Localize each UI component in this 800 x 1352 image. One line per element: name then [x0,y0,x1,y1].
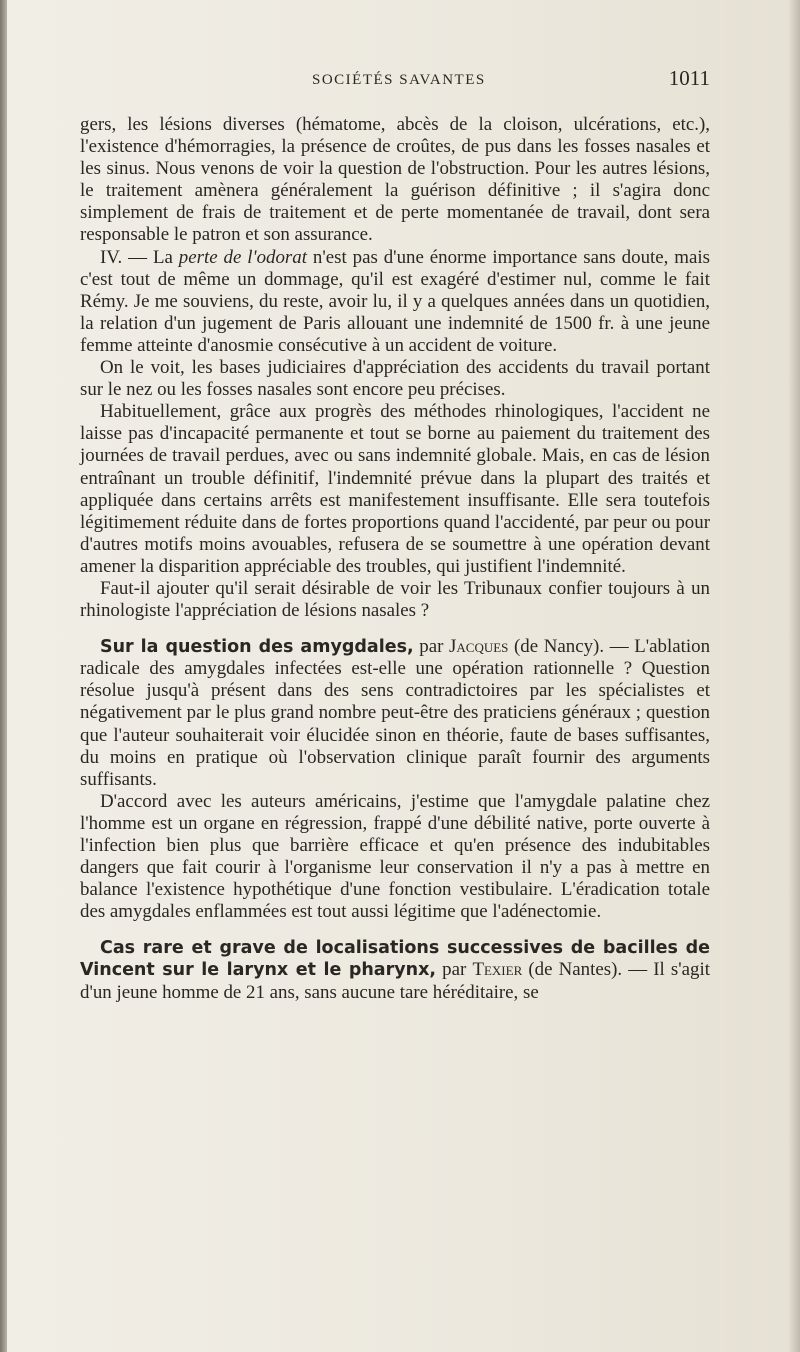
paragraph-lesions: gers, les lésions diverses (hématome, abcès de la cloison, ulcérations, etc.), l'existence d'hémorragies, la présence de croûtes, de pus dans les fosses nasales et les sinus. Nous venons de voir la question de l'obstruction. Pour les autres lésions, le traitement amènera généralement la guérison définitive ; il s'agira donc simplement de frais de traitement et de perte momentanée de travail, dont sera responsable le patron et son assurance. [80,114,710,246]
paragraph-accord: D'accord avec les auteurs américains, j'estime que l'amygdale palatine chez l'homme est un organe en régression, frappé d'une débilité native, porte ouverte à l'infection bien plus que barrière efficace et qu'en présence des indubitables dangers que fait courir à l'organisme leur conservation il n'y a pas à mettre en balance l'existence hypothétique d'une fonction vestibulaire. L'éradication totale des amygdales enflammées est tout aussi légitime que l'adénectomie. [80,790,710,923]
article-title-amygdales: Sur la question des amygdales, [100,637,414,658]
author-texier: Texier [472,959,523,981]
page-number: 1011 [668,66,710,90]
article-title-vincent: Cas rare et grave de localisations successives de bacilles de Vincent sur le larynx et le pharynx, [80,938,710,981]
author-jacques: Jacques [449,636,509,658]
article-body [80,114,710,1004]
emphasis-odorat: perte de l'odorat [178,246,307,268]
article-amygdales [80,636,710,791]
paragraph-odorat [80,247,710,357]
byline-par: par [436,959,473,981]
page-edge-shadow [788,0,800,1352]
byline-par: par [413,636,450,658]
article-amygdales-text: L'ablation radicale des amygdales infectées est-elle une opération rationnelle ? Question résolue jusqu'à présent dans des sens contradictoires par les spécialistes et négativement par le plus grand nombre peut-être des praticiens généraux ; question que l'auteur souhaiterait voir élucidée sinon en théorie, faute de bases suffisantes, du moins en pratique où l'observation clinique paraît fournir des arguments suffisants. [80,636,711,790]
book-spine-shadow [0,0,7,1352]
paragraph-odorat-text: n'est pas d'une énorme importance sans doute, mais c'est tout de même un dommage, qu'il est exagéré d'estimer nul, comme le fait Rémy. Je me souviens, du reste, avoir lu, il y a quelques années dans un quotidien, la relation d'un jugement de Paris allouant une indemnité de 1500 fr. à une jeune femme atteinte d'anosmie consécutive à un accident de voiture. [80,246,710,356]
author-affiliation: (de Nancy). — [508,636,635,658]
running-head: SOCIÉTÉS SAVANTES [312,72,486,88]
article-vincent-text: (de Nantes). — Il s'agit d'un jeune homme de 21 ans, sans aucune tare héréditaire, se [80,959,710,1003]
paragraph-habituellement: Habituellement, grâce aux progrès des méthodes rhinologiques, l'accident ne laisse pas d'incapacité permanente et tout se borne au paiement du traitement des journées de travail perdues, avec ou sans indemnité globale. Mais, en cas de lésion entraînant un trouble définitif, l'indemnité prévue dans la plupart des traités et appliquée dans certains arrêts est manifestement insuffisante. Elle sera toutefois légitimement réduite dans de fortes proportions quand l'accidenté, par peur ou pour d'autres motifs moins avouables, refusera de se soumettre à une opération devant amener la disparition appréciable des troubles, qui justifient l'indemnité. [80,401,710,577]
paragraph-tribunaux: Faut-il ajouter qu'il serait désirable de voir les Tribunaux confier toujours à un rhinologiste l'appréciation de lésions nasales ? [80,577,710,622]
page-header [80,66,710,96]
section-marker: IV. — La [100,246,179,268]
paragraph-bases: On le voit, les bases judiciaires d'appréciation des accidents du travail portant sur le nez ou les fosses nasales sont encore peu précises. [80,357,710,401]
article-vincent [80,937,710,1003]
